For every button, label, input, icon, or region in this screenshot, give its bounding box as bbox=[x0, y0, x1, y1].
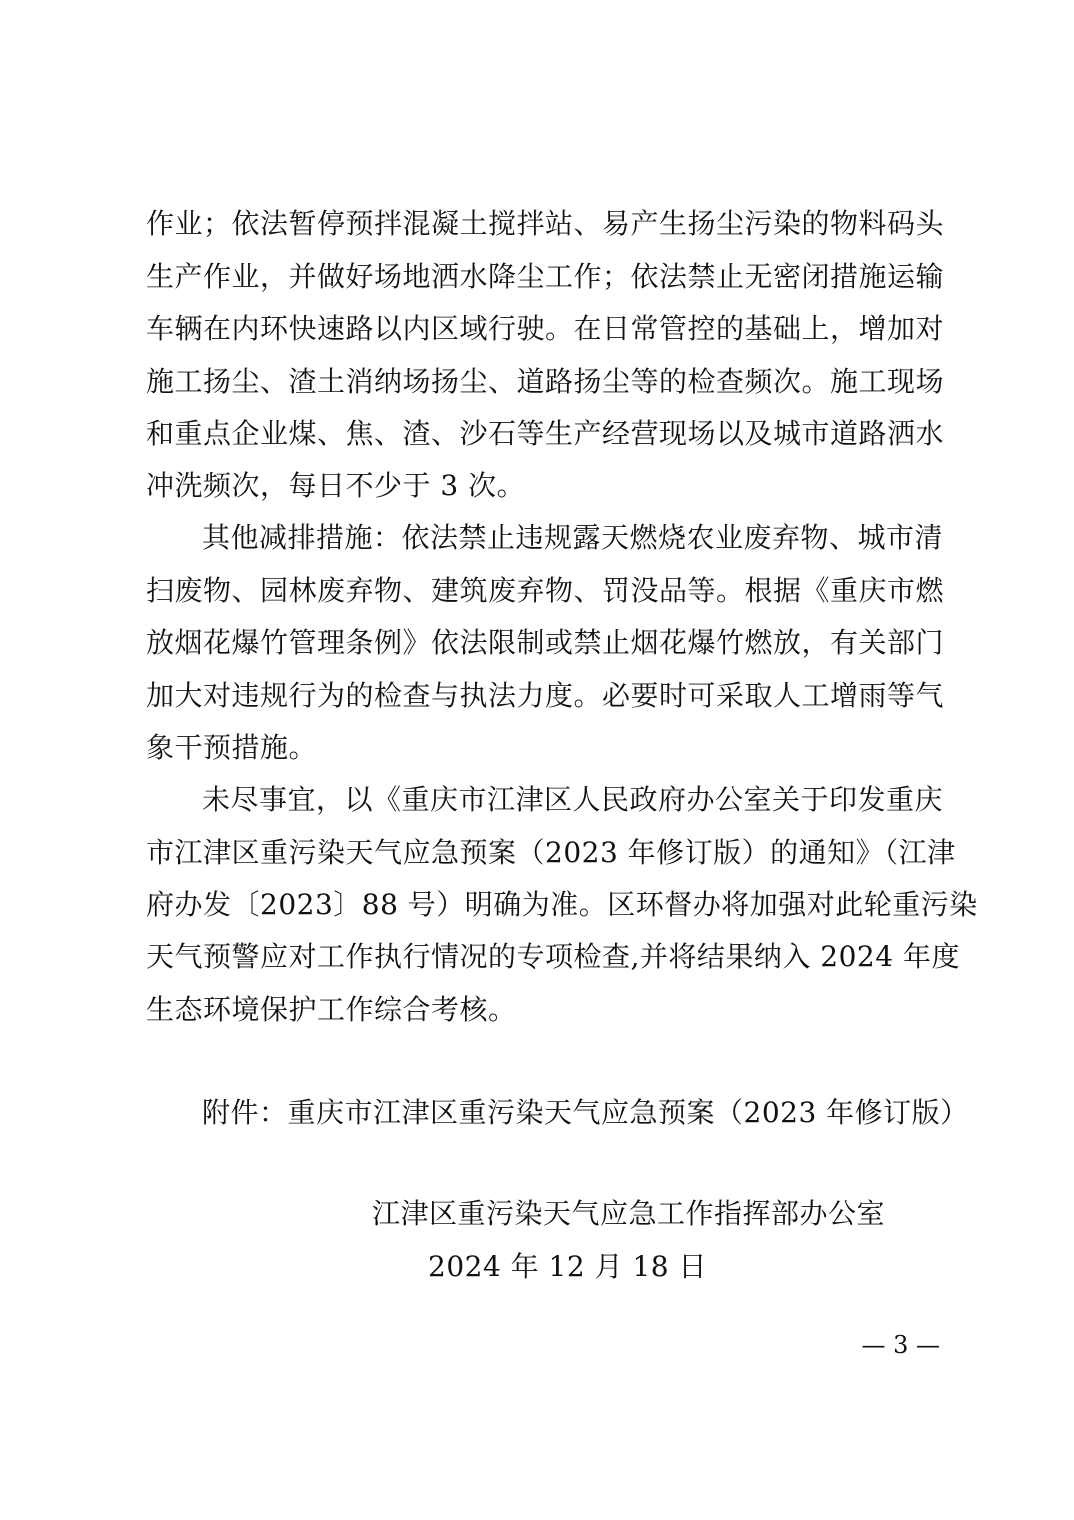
paragraph-1-line-6: 冲洗频次，每日不少于 3 次。 bbox=[146, 469, 526, 502]
paragraph-1-line-3: 车辆在内环快速路以内区域行驶。在日常管控的基础上，增加对 bbox=[146, 312, 945, 345]
paragraph-1-line-5: 和重点企业煤、焦、渣、沙石等生产经营现场以及城市道路洒水 bbox=[146, 417, 945, 450]
paragraph-3-line-2: 市江津区重污染天气应急预案（2023 年修订版）的通知》（江津 bbox=[146, 836, 956, 869]
paragraph-2-line-2: 扫废物、园林废弃物、建筑废弃物、罚没品等。根据《重庆市燃 bbox=[146, 574, 945, 607]
paragraph-3-line-3: 府办发〔2023〕88 号）明确为准。区环督办将加强对此轮重污染 bbox=[146, 888, 978, 921]
signature-date: 2024 年 12 月 18 日 bbox=[428, 1250, 708, 1283]
paragraph-3-line-5: 生态环境保护工作综合考核。 bbox=[146, 993, 517, 1026]
attachment-line: 附件：重庆市江津区重污染天气应急预案（2023 年修订版） bbox=[202, 1096, 969, 1129]
paragraph-1-line-4: 施工扬尘、渣土消纳场扬尘、道路扬尘等的检查频次。施工现场 bbox=[146, 365, 945, 398]
signature-organization: 江津区重污染天气应急工作指挥部办公室 bbox=[372, 1197, 886, 1230]
paragraph-1-line-2: 生产作业，并做好场地洒水降尘工作；依法禁止无密闭措施运输 bbox=[146, 260, 945, 293]
paragraph-2-line-4: 加大对违规行为的检查与执法力度。必要时可采取人工增雨等气 bbox=[146, 679, 945, 712]
paragraph-3-line-4: 天气预警应对工作执行情况的专项检查,并将结果纳入 2024 年度 bbox=[146, 940, 960, 973]
paragraph-2-line-1: 其他减排措施：依法禁止违规露天燃烧农业废弃物、城市清 bbox=[202, 521, 944, 554]
paragraph-2-line-5: 象干预措施。 bbox=[146, 731, 318, 764]
paragraph-1-line-1: 作业；依法暂停预拌混凝土搅拌站、易产生扬尘污染的物料码头 bbox=[146, 207, 945, 240]
paragraph-2-line-3: 放烟花爆竹管理条例》依法限制或禁止烟花爆竹燃放，有关部门 bbox=[146, 626, 945, 659]
paragraph-3-line-1: 未尽事宜，以《重庆市江津区人民政府办公室关于印发重庆 bbox=[202, 783, 944, 816]
page-number: — 3 — bbox=[861, 1331, 940, 1359]
